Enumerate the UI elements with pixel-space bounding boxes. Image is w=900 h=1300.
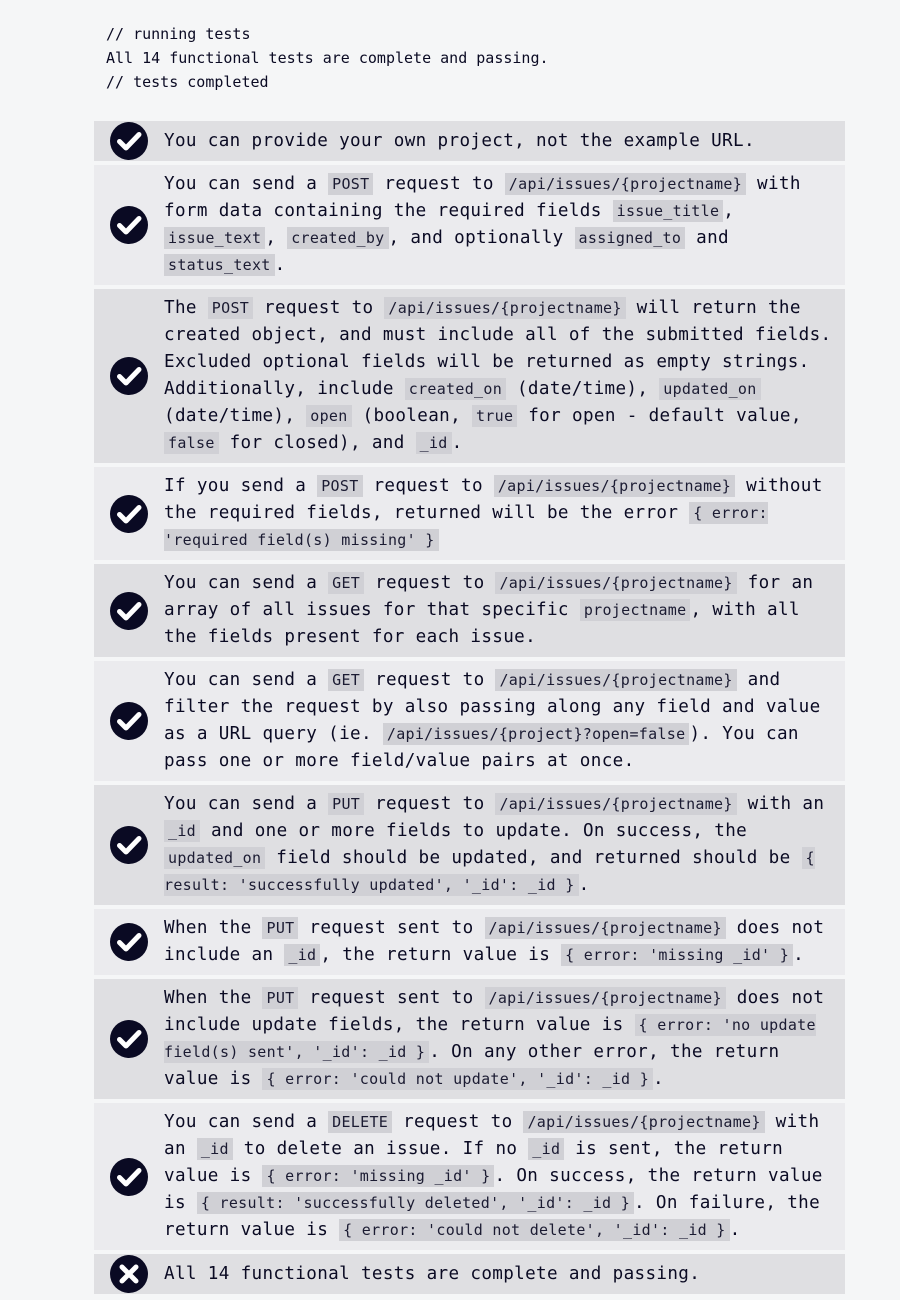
test-description	[164, 909, 845, 975]
test-description	[164, 564, 845, 657]
inline-code: { error: 'could not update', '_id': _id }	[262, 1068, 653, 1090]
inline-code: /api/issues/{projectname}	[495, 793, 736, 815]
description-text: When the	[164, 988, 263, 1008]
inline-code: issue_title	[613, 200, 724, 222]
description-text: request to	[253, 298, 385, 318]
description-text: You can provide your own project, not the example URL.	[164, 130, 755, 151]
description-text: .	[578, 875, 590, 895]
inline-code: /api/issues/{project}?open=false	[383, 723, 690, 745]
description-text: request sent to	[298, 918, 485, 938]
test-description	[164, 1255, 845, 1294]
inline-code: status_text	[164, 254, 275, 276]
inline-code: { error: 'required field(s) missing' }	[164, 504, 768, 549]
description-text: You can send a	[164, 670, 329, 690]
inline-code: _id	[416, 432, 452, 454]
test-description	[164, 122, 845, 161]
description-text: ,	[723, 201, 735, 221]
description-text: ,	[265, 228, 288, 248]
inline-code: true	[472, 405, 517, 427]
inline-code: _id	[284, 944, 320, 966]
test-results-list	[94, 121, 845, 1298]
description-text: request to	[364, 794, 496, 814]
description-text: , with all the fields present for each issue.	[164, 600, 800, 647]
description-text: will return the created object, and must include all of the submitted fields. Excluded optional fields will be returned as empty strings. Additionally, include	[164, 298, 832, 399]
test-description	[164, 467, 845, 560]
inline-code: PUT	[262, 987, 298, 1009]
inline-code: _id	[528, 1138, 564, 1160]
description-text: , and optionally	[388, 228, 575, 248]
test-result-row	[94, 165, 845, 285]
description-text: request to	[392, 1112, 524, 1132]
test-description	[164, 1103, 845, 1250]
inline-code: /api/issues/{projectname}	[495, 669, 736, 691]
description-text: You can send a	[164, 1112, 329, 1132]
inline-code: issue_text	[164, 227, 265, 249]
description-text: request to	[362, 476, 494, 496]
description-text: You can send a	[164, 174, 329, 194]
inline-code: GET	[328, 572, 364, 594]
test-description	[164, 165, 845, 285]
description-text: request sent to	[298, 988, 485, 1008]
description-text: . On success, the return value is	[164, 1166, 823, 1213]
description-text: with form data containing the required fields	[164, 174, 801, 221]
description-text: and	[685, 228, 729, 248]
inline-code: updated_on	[164, 847, 265, 869]
check-circle-icon	[94, 591, 164, 631]
console-line: // running tests	[106, 25, 251, 43]
check-circle-icon	[94, 825, 164, 865]
description-text: . On any other error, the return value is	[164, 1042, 780, 1089]
inline-code: POST	[317, 475, 362, 497]
description-text: request to	[373, 174, 505, 194]
check-circle-icon	[94, 494, 164, 534]
test-console-output	[106, 22, 549, 94]
check-circle-icon	[94, 205, 164, 245]
inline-code: /api/issues/{projectname}	[384, 297, 625, 319]
inline-code: /api/issues/{projectname}	[485, 987, 726, 1009]
description-text: does not include update fields, the return value is	[164, 988, 825, 1035]
inline-code: created_by	[287, 227, 388, 249]
description-text: .	[729, 1220, 741, 1240]
inline-code: _id	[197, 1138, 233, 1160]
inline-code: _id	[164, 820, 200, 842]
inline-code: { error: 'no update field(s) sent', '_id': _id }	[164, 1016, 816, 1061]
console-line: All 14 functional tests are complete and passing.	[106, 49, 549, 67]
test-result-row	[94, 661, 845, 781]
description-text: field should be updated, and returned should be	[265, 848, 802, 868]
inline-code: created_on	[405, 378, 506, 400]
x-circle-icon	[94, 1254, 164, 1294]
check-circle-icon	[94, 701, 164, 741]
inline-code: { result: 'successfully deleted', '_id': _id }	[197, 1192, 634, 1214]
inline-code: POST	[328, 173, 373, 195]
description-text: with an	[164, 1112, 820, 1159]
description-text: for closed), and	[218, 433, 416, 453]
description-text: All 14 functional tests are complete and passing.	[164, 1263, 701, 1284]
test-result-row	[94, 289, 845, 463]
description-text: When the	[164, 918, 263, 938]
description-text: for an array of all issues for that specific	[164, 573, 814, 620]
inline-code: GET	[328, 669, 364, 691]
test-description	[164, 289, 845, 463]
description-text: without the required fields, returned will be the error	[164, 476, 823, 523]
test-description	[164, 979, 845, 1099]
inline-code: PUT	[328, 793, 364, 815]
check-circle-icon	[94, 1019, 164, 1059]
check-circle-icon	[94, 922, 164, 962]
check-circle-icon	[94, 121, 164, 161]
description-text: If you send a	[164, 476, 318, 496]
description-text: You can send a	[164, 794, 329, 814]
inline-code: /api/issues/{projectname}	[494, 475, 735, 497]
description-text: with an	[736, 794, 825, 814]
inline-code: DELETE	[328, 1111, 392, 1133]
check-circle-icon	[94, 1157, 164, 1197]
description-text: (date/time),	[164, 406, 307, 426]
check-circle-icon	[94, 356, 164, 396]
test-result-row	[94, 121, 845, 161]
description-text: , the return value is	[320, 945, 562, 965]
inline-code: assigned_to	[575, 227, 686, 249]
test-result-row	[94, 564, 845, 657]
test-description	[164, 785, 845, 905]
description-text: does not include an	[164, 918, 825, 965]
test-result-row	[94, 1103, 845, 1250]
test-result-row	[94, 909, 845, 975]
description-text: request to	[364, 670, 496, 690]
description-text: is sent, the return value is	[164, 1139, 784, 1186]
inline-code: /api/issues/{projectname}	[485, 917, 726, 939]
inline-code: false	[164, 432, 219, 454]
test-result-row	[94, 785, 845, 905]
description-text: (date/time),	[506, 379, 660, 399]
inline-code: /api/issues/{projectname}	[495, 572, 736, 594]
description-text: The	[164, 298, 208, 318]
inline-code: /api/issues/{projectname}	[505, 173, 746, 195]
inline-code: { error: 'missing _id' }	[262, 1165, 494, 1187]
description-text: and one or more fields to update. On success, the	[200, 821, 748, 841]
inline-code: { error: 'missing _id' }	[561, 944, 793, 966]
description-text: (boolean,	[351, 406, 472, 426]
inline-code: PUT	[262, 917, 298, 939]
inline-code: open	[306, 405, 351, 427]
description-text: ). You can pass one or more field/value pairs at once.	[164, 724, 799, 771]
console-line: // tests completed	[106, 73, 269, 91]
inline-code: projectname	[580, 599, 691, 621]
inline-code: /api/issues/{projectname}	[523, 1111, 764, 1133]
description-text: for open - default value,	[517, 406, 802, 426]
test-description	[164, 661, 845, 781]
inline-code: POST	[208, 297, 253, 319]
inline-code: { result: 'successfully updated', '_id': _id }	[164, 849, 815, 894]
description-text: request to	[364, 573, 496, 593]
description-text: You can send a	[164, 573, 329, 593]
description-text: to delete an issue. If no	[232, 1139, 529, 1159]
test-result-row	[94, 979, 845, 1099]
test-result-row	[94, 1254, 845, 1294]
test-result-row	[94, 467, 845, 560]
description-text: .	[793, 945, 805, 965]
description-text: .	[653, 1069, 664, 1089]
description-text: and filter the request by also passing along any field and value as a URL query (ie.	[164, 670, 821, 744]
description-text: .	[274, 255, 286, 275]
description-text: .	[451, 433, 463, 453]
inline-code: { error: 'could not delete', '_id': _id }	[339, 1219, 730, 1241]
description-text: . On failure, the return value is	[164, 1193, 821, 1240]
inline-code: updated_on	[659, 378, 760, 400]
